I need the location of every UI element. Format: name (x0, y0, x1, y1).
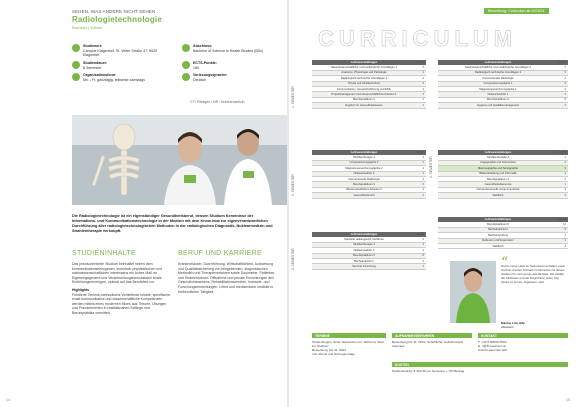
course-name: Bildverarbeitung und Informatik (479, 172, 517, 176)
course-ects: 4 (422, 243, 424, 247)
course-ects: 3 (564, 239, 566, 243)
course-ects: 3 (564, 92, 566, 96)
course-ects: 3 (564, 166, 566, 170)
course-name: Spezielle radiologische Verfahren (344, 237, 384, 241)
kontakt-email[interactable]: E: rt@fh-kaernten.at (478, 344, 506, 349)
course-ects: 4 (422, 155, 424, 159)
semester-5-rows (312, 237, 426, 269)
table-row (312, 193, 426, 198)
table-row (438, 193, 568, 198)
course-name: Magnetresonanztomographie 2 (345, 166, 383, 170)
course-ects: 2 (422, 103, 424, 107)
course-ects: 3 (422, 87, 424, 91)
semester-4-rows (438, 155, 568, 198)
studieninhalte-heading: STUDIENINHALTE (72, 250, 136, 257)
course-ects: 5 (564, 65, 566, 69)
aufnahme-heading: AUFNAHMEVERFAHREN (392, 333, 472, 338)
course-ects: 5 (564, 71, 566, 75)
course-name: Computertomographie 1 (483, 82, 513, 86)
intro-paragraph: Die Radiologietechnologie ist ein eigenständiger Gesundheitsberuf, dessen Studium Kenntnisse der Informations- und Kommunikationstechnologie in der Medizin mit dem Know-how zur eigenverantwortlichen Durchführung aller radiologietechnologischen Methoden in der radiologischen Diagnostik, Nuklearmedizin und Strahlentherapie verknüpft. (72, 214, 273, 233)
course-name: Strahlentherapie 1 (353, 155, 375, 159)
course-name: Projektmanagement und wissenschaftliches Arbeiten 1 (331, 92, 397, 96)
highlights-heading: Highlights (72, 287, 90, 292)
course-name: Nuklearmedizin 1 (487, 92, 509, 96)
course-ects: 4 (564, 155, 566, 159)
fact-sprache: Vorlesungssprache: Deutsch (182, 73, 282, 82)
course-name: Berufspraktikum 5 (353, 254, 375, 258)
semester-3-rows (312, 155, 426, 198)
course-name: Anatomie, Physiologie und Pathologie (341, 71, 387, 75)
course-ects: 4 (422, 264, 424, 268)
course-name: Hygiene und Qualitätsmanagement (476, 103, 520, 107)
semester-6-table: Lehrveranstaltungen ECTS Berufspraktikum 6 12 Bachelorarbeit 2 8 Bachelorprüfung 4 Reflexion und Supervision 3 Wahlfach 3 (438, 217, 568, 249)
termine-info: Info-Abend und Schnuppertage (312, 352, 356, 357)
semester-5-table: Lehrveranstaltungen ECTS Spezielle radiologische Verfahren 5 Strahlentherapie 3 4 Nuklearmedizin 3 4 Berufspraktikum 5 8 Bachelorarbeit 1 5 Seminar Forschung 4 (312, 232, 426, 270)
degree-type: Bachelor | Vollzeit (72, 26, 103, 30)
calendar-icon (72, 73, 80, 81)
semester-label-1: 1. SEMESTER (291, 86, 295, 108)
course-ects: 4 (422, 172, 424, 176)
students-with-skeleton-photo (72, 115, 288, 205)
course-name: Mammographie und Sonographie (478, 166, 518, 170)
course-ects: 3 (422, 71, 424, 75)
table-row (312, 264, 426, 269)
semester-6-rows (438, 222, 568, 249)
course-name: Wissenschaftliches Arbeiten 2 (346, 188, 382, 192)
course-ects: 4 (422, 161, 424, 165)
course-ects: 6 (422, 65, 424, 69)
semester-1-rows (312, 65, 426, 108)
course-ects: 6 (422, 182, 424, 186)
semester-4-table: Lehrveranstaltungen ECTS Strahlentherapie 2 4 Angiographie und Intervention 4 Mammographie und Sonographie 3 Bildverarbeitung und Informatik 4 Berufspraktikum 4 6 Gesundheitsökonomie 3 Interprofessionelle Zusammenarbeit 3 Wahlfach 3 (438, 150, 568, 199)
course-name: Wahlfach (492, 244, 504, 248)
termine-text: Studienbeginn: Ende September mit „Welcome Start ins Studium“ (312, 340, 384, 349)
course-ects: 2 (564, 103, 566, 107)
course-name: Strahlentherapie 3 (353, 243, 375, 247)
fact-studienort: Studienort: Campus Klagenfurt, St. Veiter Straße 47, 9020 Klagenfurt (72, 44, 172, 58)
photo-illustration (72, 115, 288, 205)
kontakt-heading: KONTAKT (478, 333, 568, 338)
course-name: Berufspraktikum 4 (487, 177, 509, 181)
fact-box (72, 44, 282, 96)
course-name: Seminar Forschung (352, 264, 376, 268)
termine-box (312, 333, 386, 356)
aufnahme-text: Bewerbung bis 31. März, Schriftlicher Aufnahmetest, Interview (392, 340, 464, 349)
course-name: Interprofessionelle Zusammenarbeit (476, 188, 520, 192)
course-name: Berufspraktikum 2 (487, 98, 509, 102)
semester-1-table: Lehrveranstaltungen ECTS Naturwissenschaftliche und medizinische Grundlagen 1 6 Anatomie, Physiologie und Pathologie 3 Radiologisch-technische Grundlagen 1 4 Physik und Strahlenschutz 3 Kommunikation, Gesprächsführung und Ethik 3 Projektmanagement und wissenschaftliches Arbeiten 1 3 Berufspraktikum 1 4 Englisch im Gesundheitswesen 2 (312, 60, 426, 109)
testimonial-quote: Durch meine Liebe zu Naturwissenschaften sowie Technik und den Kontakt mit Menschen ist dieses Studium für mich genau das Richtige. Die Vielfalt der Methoden und die Möglichkeit, jeden Tag Neues zu lernen, begeistern mich. (501, 264, 565, 284)
course-name: Angiographie und Intervention (480, 161, 516, 165)
page-number-right: 15 (566, 398, 570, 402)
course-ects: 4 (422, 166, 424, 170)
graduate-photo (450, 261, 496, 323)
semester-label-5: 5. SEMESTER (291, 248, 295, 270)
course-name: Radiologisch-technische Grundlagen 2 (474, 71, 522, 75)
course-name: Kommunikation, Gesprächsführung und Ethik (336, 87, 392, 91)
course-ects: 4 (564, 76, 566, 80)
course-ects: 8 (422, 254, 424, 258)
course-ects: 4 (564, 172, 566, 176)
course-name: Naturwissenschaftliche und medizinische Grundlagen 2 (464, 65, 532, 69)
fact-abschluss: Abschluss: Bachelor of Science in Health Studies (BSc) (182, 44, 282, 53)
course-ects: 2 (422, 193, 424, 197)
course-name: Physik und Strahlenschutz (348, 82, 380, 86)
course-ects: 3 (422, 92, 424, 96)
kosten-box (392, 362, 568, 373)
course-name: Computertomographie 2 (349, 161, 379, 165)
highlights (72, 288, 172, 316)
course-ects: 3 (422, 177, 424, 181)
page-number-left: 14 (6, 398, 10, 402)
highlights-text: Fundierte Technik-methodische Vertiefende Inhalte, spezifische, exakt kommunikative und wissenschaftliche Kompetenzen werden mittels eines modernen Mixes aus Theorie, Übungen und Praxiseinheiten in realitätsnahen Settings und Berufspraktika vermittelt. (72, 292, 171, 315)
curriculum-title: CURRICULUM (318, 26, 518, 51)
course-name: Nuklearmedizin 2 (353, 172, 375, 176)
beruf-heading: BERUF UND KARRIERE (178, 250, 262, 257)
course-ects: 3 (422, 82, 424, 86)
course-ects: 5 (422, 259, 424, 263)
course-name: Konventionelle Radiologie (482, 76, 514, 80)
kontakt-phone[interactable]: T: +43 5 90500-3500 (478, 340, 507, 345)
fact-studiendauer: Studiendauer: 6 Semester (72, 61, 172, 70)
testimonial-author: Nikolas Löw, BSc Absolvent (501, 321, 525, 329)
course-ects: 12 (563, 222, 566, 226)
course-name: Strahlentherapie 2 (487, 155, 509, 159)
semester-label-3: 3. SEMESTER (291, 174, 295, 196)
semester-2-rows (438, 65, 568, 108)
course-ects: 5 (564, 98, 566, 102)
course-ects: 3 (564, 244, 566, 248)
page-gutter (287, 0, 289, 407)
course-name: Magnetresonanztomographie 1 (479, 87, 517, 91)
graduation-icon (182, 44, 190, 52)
fact-ects: ECTS-Punkte: 180 (182, 61, 282, 70)
ects-icon (182, 61, 190, 69)
course-ects: 3 (564, 82, 566, 86)
course-name: Bachelorarbeit 2 (488, 228, 508, 232)
kosten-text: Studienbeitrag: € 363,36 pro Semester + ÖH-Beitrag (392, 369, 465, 374)
right-page (288, 0, 576, 407)
kontakt-web[interactable]: www.fh-kaernten.at/rt (478, 348, 508, 353)
course-ects: 3 (564, 87, 566, 91)
termine-bewerbung: Bewerbung: bis 31. März (312, 348, 347, 353)
course-name: Wahlfach (492, 193, 504, 197)
course-ects: 8 (564, 228, 566, 232)
quote-mark-icon: “ (501, 255, 509, 271)
semester-3-table: Lehrveranstaltungen ECTS Strahlentherapie 1 4 Computertomographie 2 4 Magnetresonanztomographie 2 4 Nuklearmedizin 2 4 Interventionelle Radiologie 3 Berufspraktikum 3 6 Wissenschaftliches Arbeiten 2 3 Gesundheitsrecht 2 (312, 150, 426, 199)
course-name: Nuklearmedizin 3 (353, 248, 375, 252)
studieninhalte-text: Das praxisorientierte Studium beinhaltet neben dem kommunikationsbezogenen, technisch-physikalischen und naturwissenschaftlichen Interessens ein hohes Maß an Eigenengagement und Verantwortungsbewusstsein sowie Einfühlungsvermögen, optimal auf das Berufsfeld vor. (72, 262, 163, 285)
fact-organisation: Organisationsform: Mo – Fr, ganztägig, teilweise samstags (72, 73, 172, 82)
course-ects: 3 (564, 188, 566, 192)
course-name: Naturwissenschaftliche und medizinische Grundlagen 1 (330, 65, 398, 69)
table-row (438, 103, 568, 108)
kontakt-box (478, 333, 568, 352)
course-name: Englisch im Gesundheitswesen (345, 103, 383, 107)
semester-2-table: Lehrveranstaltungen ECTS Naturwissenschaftliche und medizinische Grundlagen 2 5 Radiologisch-technische Grundlagen 2 5 Konventionelle Radiologie 4 Computertomographie 1 3 Magnetresonanztomographie 1 3 Nuklearmedizin 1 3 Berufspraktikum 2 5 Hygiene und Qualitätsmanagement 2 (438, 60, 568, 109)
clock-icon (72, 61, 80, 69)
curriculum-tag: Bewerbung: Curriculum ab 2023/24 (484, 8, 549, 14)
course-name: Gesundheitsökonomie (484, 182, 512, 186)
course-ects: 4 (564, 233, 566, 237)
course-name: Berufspraktikum 1 (353, 98, 375, 102)
beruf-text: Krankenhäuser, Durchführung, Wirtschaftlichkeit, Auswertung und Qualitätssicherung von bildgebenden, diagnostischen Methoden und Therapieverfahren sowie Dosimetrie, Patienten- und Strahlenschutz. Öffentliche und private Einrichtungen des Gesundheitswesens, Rehabilitationszentren, Industrie- und Forschungseinrichtungen, Lehre und medizinische Institute in freiberuflicher Tätigkeit. (178, 262, 276, 294)
pretitle: SEHEN, WAS ANDERE NICHT SEHEN (72, 9, 156, 14)
course-name: Bachelorarbeit 1 (354, 259, 374, 263)
course-ects: 4 (422, 98, 424, 102)
aufnahme-box (392, 333, 472, 348)
course-name: Berufspraktikum 3 (353, 182, 375, 186)
course-name: Gesundheitsrecht (353, 193, 375, 197)
beruf-column (178, 262, 278, 297)
course-name: Interventionelle Radiologie (348, 177, 380, 181)
speech-icon (182, 73, 190, 81)
course-name: Bachelorprüfung (488, 233, 508, 237)
course-ects: 3 (564, 193, 566, 197)
semester-label-4: 4. SEMESTER (429, 156, 433, 178)
graduate-illustration (450, 261, 496, 323)
course-name: Reflexion und Supervision (482, 239, 514, 243)
table-row (438, 244, 568, 249)
course-ects: 4 (422, 76, 424, 80)
termine-heading: TERMINE (312, 333, 386, 338)
course-ects: 5 (422, 237, 424, 241)
course-ects: 4 (564, 161, 566, 165)
page-title: Radiologietechnologie (72, 15, 162, 24)
course-ects: 3 (564, 182, 566, 186)
course-name: Radiologisch-technische Grundlagen 1 (340, 76, 388, 80)
course-ects: 3 (422, 188, 424, 192)
course-ects: 4 (422, 248, 424, 252)
location-icon (72, 44, 80, 52)
course-ects: 6 (564, 177, 566, 181)
photo-caption: CT / Röntgen / MR / Nuklearmedizin (190, 100, 245, 104)
table-row (312, 103, 426, 108)
kosten-heading: KOSTEN (392, 362, 568, 367)
course-name: Berufspraktikum 6 (487, 222, 509, 226)
studieninhalte-column (72, 262, 172, 316)
